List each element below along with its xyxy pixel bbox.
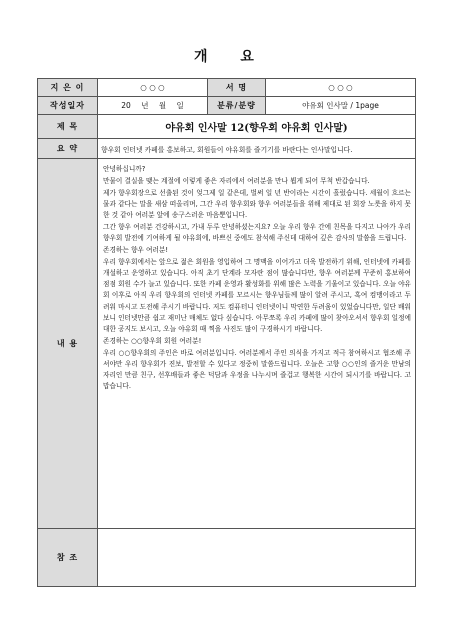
content-field[interactable]: [98, 159, 416, 529]
summary-row: [38, 139, 416, 159]
subject-field[interactable]: 야유회 인사말 12(향우회 야유회 인사말): [98, 115, 416, 139]
content-paragraph: 그간 향우 여러분 건강하시고, 가내 두루 안녕하셨는지요? 오늘 우리 향우 간에 친목을 다지고 나아가 우리 향우회 발전에 기여하게 될 야유회에, 바쁘신 중에도 참석해 주신데 대하여 깊은 감사의 말씀을 드립니다.: [103, 222, 411, 242]
content-paragraph: 제가 향우회장으로 선출된 것이 엊그제 일 같은데, 벌써 일 년 반이라는 시간이 흘렀습니다. 세월이 흐르는 물과 같다는 말을 새삼 떠올리며, 그간 우리 향우회와 향우 여러분들을 위해 제대로 된 회장 노릇을 하지 못 한 것 같아 여러분 앞에 송구스러운 마음뿐입니다.: [103, 188, 411, 219]
date-label: 작성일자: [38, 97, 98, 115]
subject-row: [38, 115, 416, 139]
content-label: 내 용: [38, 159, 98, 529]
content-paragraph: 우리 ○○향우회의 주인은 바로 여러분입니다. 여러분께서 주인 의식을 가지고 적극 참여하시고 협조해 주셔야만 우리 향우회가 진보, 발전할 수 있다고 정중히 말씀드립니다. 오늘은 고향 ○○인의 즐거운 만남의 자리인 만큼 친구, 선후배들과 좋은 덕담과 우정을 나누시며 즐겁고 행복한 시간이 되시기를 바랍니다. 고맙습니다.: [103, 348, 411, 391]
category-field[interactable]: 야유회 인사말 / 1page: [266, 97, 416, 115]
content-row: [38, 159, 416, 529]
outline-form: [37, 78, 416, 587]
author-field[interactable]: ○ ○ ○: [98, 79, 208, 97]
signature-label: 서 명: [208, 79, 266, 97]
page-title: 개 요: [194, 49, 256, 65]
content-paragraph: 존경하는 ○○향우회 회원 여러분!: [103, 336, 202, 345]
date-row: [38, 97, 416, 115]
summary-field[interactable]: 향우회 인터넷 카페를 홍보하고, 회원들이 야유회를 즐기기를 바란다는 인사말입니다.: [98, 139, 416, 159]
author-row: [38, 79, 416, 97]
reference-row: [38, 529, 416, 587]
content-paragraph: 우리 향우회에서는 앞으로 젊은 회원을 영입하여 그 명맥을 이어가고 더욱 발전하기 위해, 인터넷에 카페를 개설하고 운영하고 있습니다. 아직 초기 단계라 모자란 점이 많습니다만, 향우 여러분께 꾸준히 홍보하여 점점 회원 수가 늘고 있습니다. 또한 카페 운영과 활성화를 위해 많은 노력을 기울이고 있습니다. 오늘 야유회 이후로 아직 우리 향우회의 인터넷 카페를 모르시는 향우님들께 많이 알려 주시고, 혹여 컴맹이라고 두려워 마시고 도전해 주시기 바랍니다. 저도 컴퓨터니 인터넷이니 막연한 두려움이 있었습니다만, 일단 배워보니 인터넷만큼 쉽고 재미난 매체도 없다 싶습니다. 아무쪼록 우리 카페에 많이 찾아오셔서 향우회 일정에 대한 공지도 보시고, 오늘 야유회 때 찍을 사진도 많이 구경하시기 바랍니다.: [103, 257, 411, 333]
reference-label: 참 조: [38, 529, 98, 587]
subject-label: 제 목: [38, 115, 98, 139]
date-field[interactable]: 20 년 월 일: [98, 97, 208, 115]
content-paragraph: 안녕하십니까?: [103, 165, 146, 173]
category-label: 분류/분량: [208, 97, 266, 115]
content-paragraph: 만물이 결실을 맺는 계절에 이렇게 좋은 자리에서 여러분을 만나 뵙게 되어 무척 반갑습니다.: [103, 176, 370, 185]
content-paragraph: 존경하는 향우 여러분!: [103, 245, 169, 254]
reference-field[interactable]: [98, 529, 416, 587]
summary-label: 요 약: [38, 139, 98, 159]
signature-field[interactable]: ○ ○ ○: [266, 79, 416, 97]
author-label: 지 은 이: [38, 79, 98, 97]
